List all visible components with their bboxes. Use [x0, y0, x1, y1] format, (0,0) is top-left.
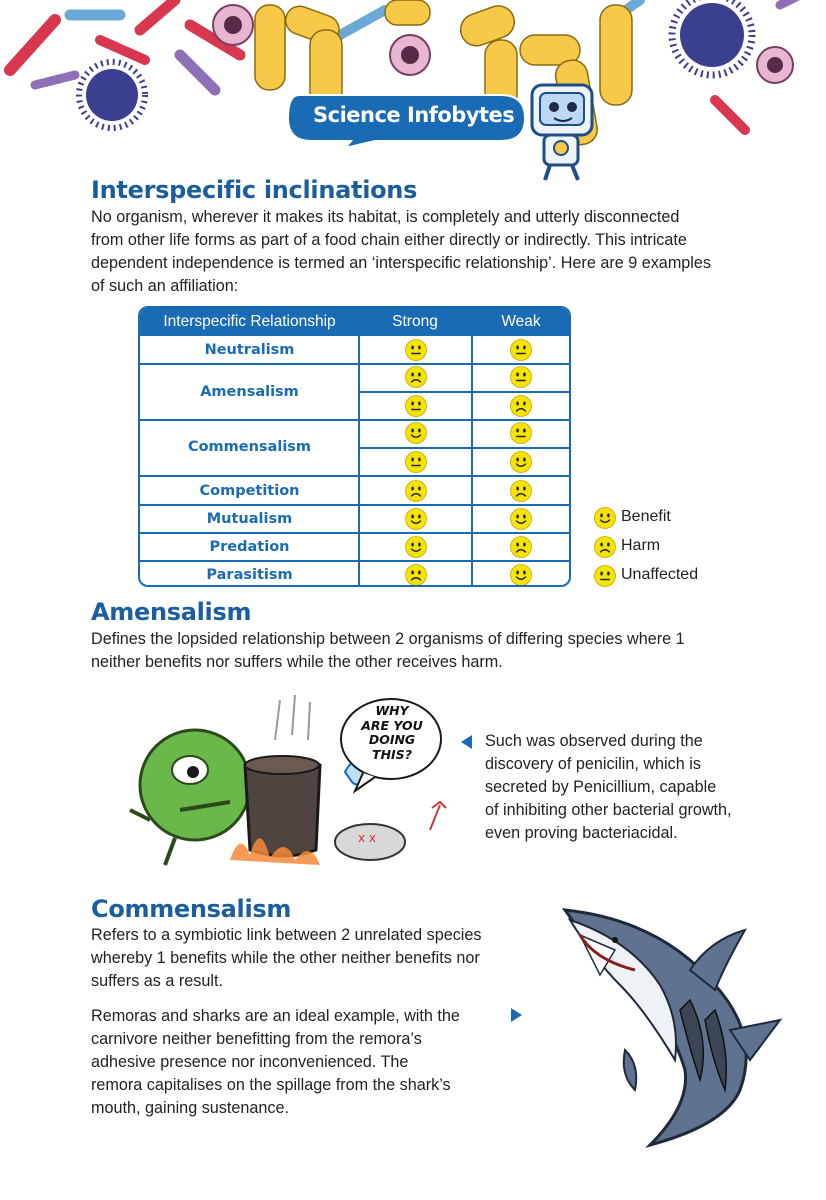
- benefit-face-icon: [510, 564, 532, 586]
- benefit-face-icon: [405, 508, 427, 530]
- intro-paragraph: [91, 206, 771, 298]
- relationship-competition: Competition: [199, 483, 300, 499]
- unaffected-face-icon: [510, 422, 532, 444]
- relationship-neutralism: Neutralism: [204, 342, 295, 358]
- relationship-amensalism: Amensalism: [200, 384, 299, 400]
- penicillin-line: even proving bacteriacidal.: [485, 824, 678, 842]
- remora-paragraph: [91, 1005, 497, 1120]
- harm-face-icon: [510, 395, 532, 417]
- remora-line: mouth, gaining sustenance.: [91, 1099, 289, 1117]
- badge-title: Science Infobytes: [313, 103, 515, 127]
- section-heading-amensalism: Amensalism: [91, 598, 252, 626]
- column-header-relationship: Interspecific Relationship: [163, 313, 336, 330]
- column-header-weak: Weak: [501, 313, 541, 330]
- interspecific-relationship-table: [138, 306, 571, 587]
- intro-line: No organism, wherever it makes its habitat, is completely and utterly disconnected: [91, 208, 680, 226]
- speech-line: DOING: [368, 732, 416, 747]
- section-heading-commensalism: Commensalism: [91, 895, 292, 923]
- relationship-commensalism: Commensalism: [187, 439, 312, 455]
- shark-illustration: [540, 890, 800, 1150]
- harm-face-icon: [510, 536, 532, 558]
- speech-bubble-text: [343, 704, 441, 762]
- intro-line: from other life forms as part of a food chain either directly or indirectly. This intricate: [91, 231, 687, 249]
- legend: [594, 505, 724, 590]
- subrow-divider: [358, 447, 571, 449]
- speech-line: THIS?: [372, 746, 412, 762]
- harm-face-icon: [405, 366, 427, 388]
- penicillin-line: of inhibiting other bacterial growth,: [485, 801, 732, 819]
- legend-harm: Harm: [621, 537, 661, 554]
- amensalism-line: neither benefits nor suffers while the other receives harm.: [91, 653, 503, 671]
- commensalism-line: Refers to a symbiotic link between 2 unrelated species: [91, 926, 482, 944]
- row-divider: [140, 419, 569, 421]
- benefit-face-icon: [510, 508, 532, 530]
- amensalism-paragraph: [91, 628, 781, 674]
- unaffected-face-icon: [510, 339, 532, 361]
- legend-unaffected: Unaffected: [621, 566, 699, 583]
- left-arrow-icon: [461, 735, 473, 749]
- benefit-face-icon: [405, 536, 427, 558]
- benefit-face-icon: [405, 422, 427, 444]
- harm-face-icon: [405, 480, 427, 502]
- commensalism-paragraph: [91, 924, 531, 993]
- column-header-strong: Strong: [392, 313, 438, 330]
- legend-benefit: Benefit: [621, 508, 671, 525]
- relationship-parasitism: Parasitism: [206, 567, 293, 583]
- unaffected-face-icon: [405, 451, 427, 473]
- row-divider: [140, 532, 569, 534]
- unaffected-face-icon: [510, 366, 532, 388]
- harm-face-icon: [594, 536, 616, 558]
- row-divider: [140, 363, 569, 365]
- remora-line: remora capitalises on the spillage from the shark’s: [91, 1076, 451, 1094]
- harm-face-icon: [405, 564, 427, 586]
- table-header-row: [140, 308, 569, 336]
- relationship-predation: Predation: [209, 539, 290, 555]
- row-divider: [140, 560, 569, 562]
- robot-mascot: [532, 85, 592, 180]
- penicillin-line: secreted by Penicillium, capable: [485, 778, 717, 796]
- row-divider: [140, 504, 569, 506]
- relationship-mutualism: Mutualism: [206, 511, 293, 527]
- benefit-face-icon: [510, 451, 532, 473]
- penicillin-line: Such was observed during the: [485, 732, 703, 750]
- benefit-face-icon: [594, 507, 616, 529]
- column-divider: [471, 336, 473, 587]
- unaffected-face-icon: [405, 395, 427, 417]
- speech-line: WHY: [375, 703, 409, 718]
- penicillin-paragraph: [485, 730, 765, 845]
- section-heading-interspecific: Interspecific inclinations: [91, 176, 418, 204]
- remora-line: Remoras and sharks are an ideal example, with the: [91, 1007, 460, 1025]
- penicillin-line: discovery of penicilin, which is: [485, 755, 701, 773]
- remora-line: adhesive presence nor inconvenienced. The: [91, 1053, 409, 1071]
- commensalism-line: suffers as a result.: [91, 972, 223, 990]
- harm-face-icon: [510, 480, 532, 502]
- unaffected-face-icon: [594, 565, 616, 587]
- remora-line: carnivore neither benefitting from the remora’s: [91, 1030, 422, 1048]
- intro-line: dependent independence is termed an ‘interspecific relationship’. Here are 9 examples: [91, 254, 711, 272]
- svg-text:x x: x x: [358, 831, 377, 845]
- row-divider: [140, 475, 569, 477]
- amensalism-line: Defines the lopsided relationship between 2 organisms of differing species where 1: [91, 630, 685, 648]
- intro-line: of such an affiliation:: [91, 277, 239, 295]
- commensalism-line: whereby 1 benefits while the other neither benefits nor: [91, 949, 480, 967]
- unaffected-face-icon: [405, 339, 427, 361]
- right-arrow-icon: [510, 1008, 522, 1022]
- subrow-divider: [358, 391, 571, 393]
- speech-line: ARE YOU: [361, 717, 423, 733]
